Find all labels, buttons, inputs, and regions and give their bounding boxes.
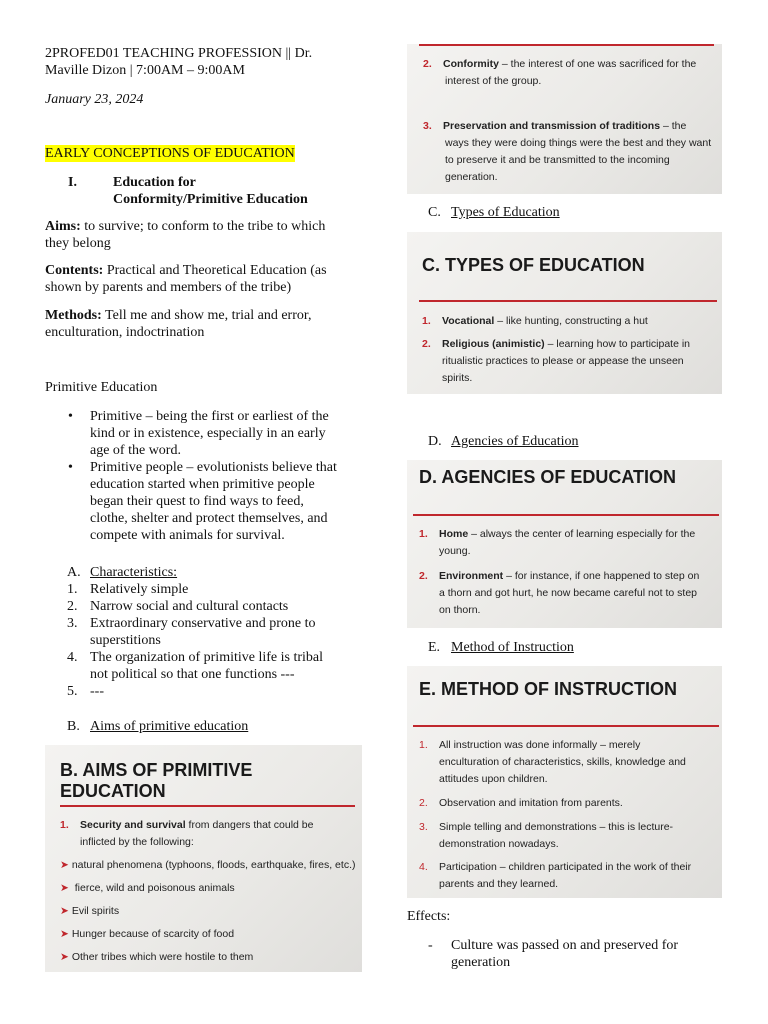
section-heading-line1: Education for	[113, 175, 196, 190]
bullet-line: kind or in existence, especially in an early	[90, 426, 326, 441]
agencies-title: Agencies of Education	[451, 434, 579, 449]
characteristics-list	[67, 581, 367, 700]
list-item: 2. Narrow social and cultural contacts	[67, 599, 289, 614]
contents-label: Contents:	[45, 263, 104, 278]
methods-label: Methods:	[45, 308, 102, 323]
slide-item: 1. Home – always the center of learning especially for the young.	[419, 528, 696, 557]
slide-divider	[419, 300, 717, 302]
slide-item: 3. Preservation and transmission of traditions – the ways they were doing things were the best and they want to preserve it and be transmitted to the incoming generation.	[423, 120, 712, 183]
slide-item: 4. Participation – children participated in the work of their parents and they learned.	[419, 861, 692, 890]
method-heading: E. Method of Instruction	[428, 640, 574, 655]
bullet-item	[68, 459, 368, 544]
slide-title: C. TYPES OF EDUCATION	[422, 255, 645, 275]
list-item: 4. The organization of primitive life is tribal not political so that one functions ---	[67, 650, 324, 682]
characteristics-title: Characteristics:	[90, 565, 178, 580]
roman-numeral: I.	[68, 175, 77, 190]
list-item: 3. Extraordinary conservative and prone to superstitions	[67, 616, 316, 648]
aims-label: Aims:	[45, 219, 81, 234]
slide-subitem: ➤ fierce, wild and poisonous animals	[60, 882, 235, 894]
aims-primitive-heading: B. Aims of primitive education	[67, 719, 249, 734]
types-heading: C. Types of Education	[428, 205, 560, 220]
list-item: 5. ---	[67, 684, 104, 699]
header-date: January 23, 2024	[45, 92, 144, 107]
methods-text-cont: enculturation, indoctrination	[45, 325, 205, 340]
bullet-item	[68, 408, 368, 459]
slide-method-of-instruction	[407, 666, 722, 898]
aims-text: to survive; to conform to the tribe to which	[80, 219, 326, 234]
section-title: EARLY CONCEPTIONS OF EDUCATION	[45, 146, 295, 161]
slide-item: 1. Security and survival from dangers that could be inflicted by the following:	[60, 819, 314, 848]
header-course	[45, 45, 375, 79]
slide-item: 2. Observation and imitation from parents.	[419, 797, 623, 809]
bullet-line: began their quest to find ways to feed,	[90, 494, 304, 509]
bullet-line: age of the word.	[90, 443, 181, 458]
primitive-bullet-list	[68, 408, 368, 544]
arrow-bullet-icon: ➤	[60, 859, 69, 871]
slide-aims-continued	[407, 44, 722, 194]
slide-divider	[413, 514, 719, 516]
method-title: Method of Instruction	[451, 640, 574, 655]
dash-bullet: -	[428, 938, 433, 953]
types-title: Types of Education	[451, 205, 560, 220]
header-line1: 2PROFED01 TEACHING PROFESSION || Dr.	[45, 46, 313, 61]
slide-item: 1. Vocational – like hunting, constructing a hut	[422, 315, 648, 327]
bullet-line: clothe, shelter and protect themselves, and	[90, 511, 328, 526]
slide-subitem: ➤ Evil spirits	[60, 905, 120, 917]
slide-title: B. AIMS OF PRIMITIVE EDUCATION	[60, 760, 253, 801]
aims-primitive-title: Aims of primitive education	[90, 719, 249, 734]
aims-text-cont: they belong	[45, 236, 111, 251]
contents-paragraph	[45, 262, 375, 296]
bullet-line: Primitive – being the first or earliest of the	[90, 409, 329, 424]
slide-subitem: ➤ Hunger because of scarcity of food	[60, 928, 235, 940]
contents-text-cont: shown by parents and members of the tribe)	[45, 280, 292, 295]
slide-item: 3. Simple telling and demonstrations – this is lecture- demonstration nowadays.	[419, 821, 674, 850]
slide-divider	[413, 725, 719, 727]
bullet-dot: •	[68, 460, 73, 475]
aims-paragraph	[45, 218, 375, 252]
slide-item: 2. Environment – for instance, if one happened to step on a thorn and got hurt, he now became careful not to step on thorn.	[419, 570, 700, 616]
slide-aims-of-primitive-education	[45, 745, 362, 972]
contents-text: Practical and Theoretical Education (as	[103, 263, 327, 278]
slide-item: 2. Conformity – the interest of one was sacrificed for the interest of the group.	[423, 58, 697, 87]
effects-label: Effects:	[407, 909, 451, 924]
section-heading	[113, 174, 308, 208]
arrow-bullet-icon: ➤	[60, 951, 69, 963]
bullet-dot: •	[68, 409, 73, 424]
slide-title: D. AGENCIES OF EDUCATION	[419, 467, 677, 487]
slide-subitem: ➤ natural phenomena (typhoons, floods, earthquake, fires, etc.)	[60, 859, 356, 871]
slide-divider	[419, 44, 714, 46]
bullet-line: education started when primitive people	[90, 477, 315, 492]
arrow-bullet-icon: ➤	[60, 905, 69, 917]
slide-item: 2. Religious (animistic) – learning how to participate in ritualistic practices to please or appease the unseen spirits.	[422, 338, 691, 384]
arrow-bullet-icon: ➤	[60, 882, 69, 894]
slide-subitem: ➤ Other tribes which were hostile to them	[60, 951, 254, 963]
slide-title: E. METHOD OF INSTRUCTION	[419, 679, 677, 699]
methods-paragraph	[45, 307, 375, 341]
slide-types-of-education	[407, 232, 722, 394]
methods-text: Tell me and show me, trial and error,	[101, 308, 312, 323]
primitive-heading: Primitive Education	[45, 380, 158, 395]
effects-item: - Culture was passed on and preserved for generation	[428, 938, 679, 970]
section-heading-line2: Conformity/Primitive Education	[113, 192, 308, 207]
characteristics-letter: A.	[67, 565, 81, 580]
arrow-bullet-icon: ➤	[60, 928, 69, 940]
bullet-line: Primitive people – evolutionists believe that	[90, 460, 337, 475]
slide-agencies-of-education	[407, 460, 722, 628]
slide-item: 1. All instruction was done informally – merely enculturation of characteristics, skills, knowledge and attitudes upon children.	[419, 739, 686, 785]
characteristics-heading	[67, 564, 177, 581]
slide-divider	[60, 805, 355, 807]
list-item: 1. Relatively simple	[67, 582, 189, 597]
header-line2: Maville Dizon | 7:00AM – 9:00AM	[45, 63, 245, 78]
bullet-line: compete with animals for survival.	[90, 528, 285, 543]
agencies-heading: D. Agencies of Education	[428, 434, 579, 449]
